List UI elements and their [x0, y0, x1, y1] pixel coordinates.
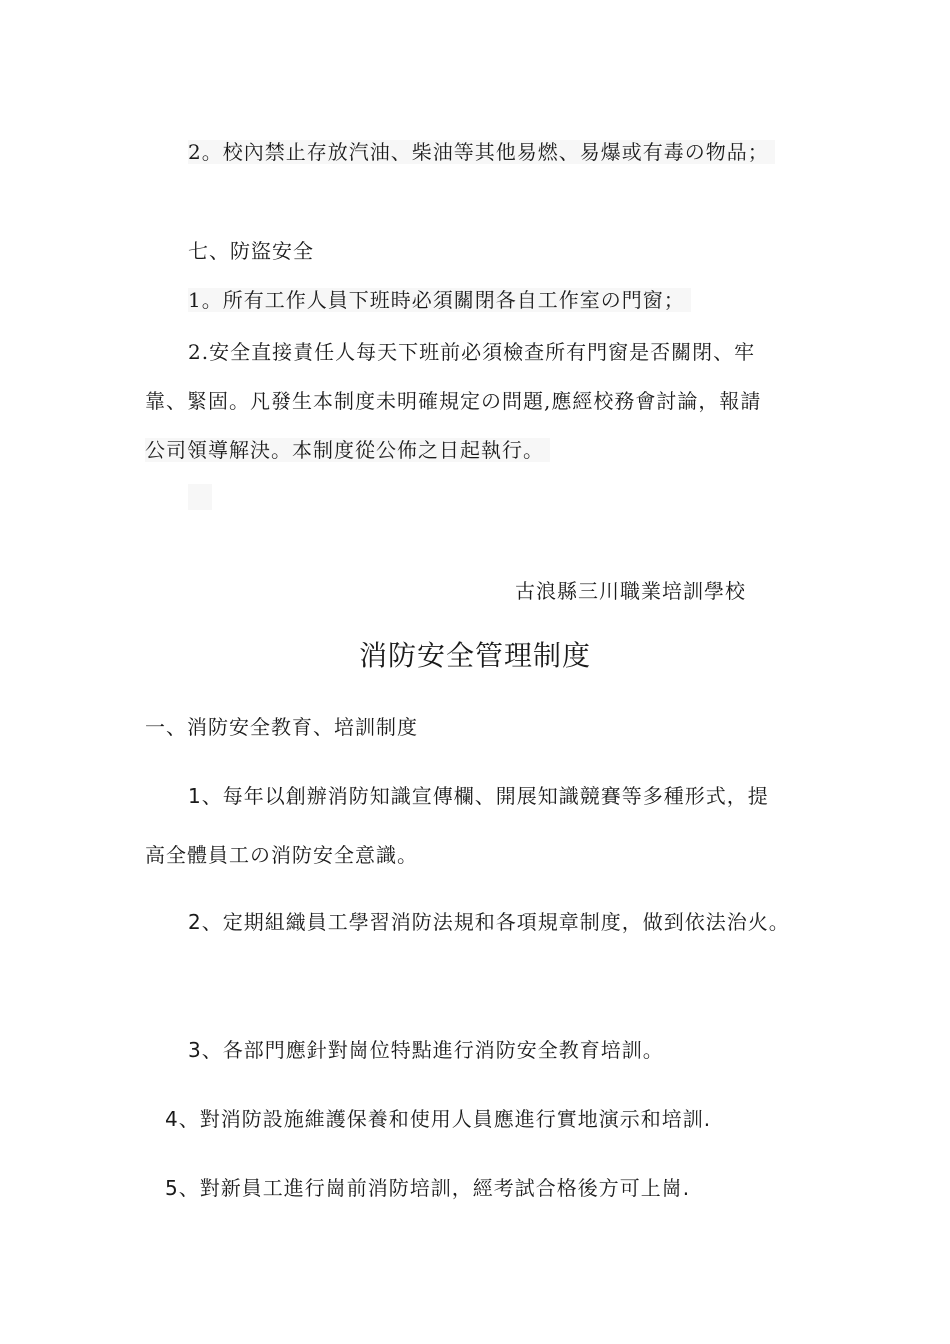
section-seven-item-2-line-3-text: 公司領導解決。本制度從公佈之日起執行。	[145, 438, 550, 462]
section-seven-item-2-line-3	[145, 436, 550, 464]
section-seven-item-2-line-1: 2.安全直接責任人每天下班前必須檢查所有門窗是否關閉、牢	[188, 340, 756, 364]
section-seven-item-1-text: 1。所有工作人員下班時必須關閉各自工作室の門窗；	[188, 288, 691, 312]
school-signature: 古浪縣三川職業培訓學校	[515, 579, 746, 603]
fire-item-3: 3、各部門應針對崗位特點進行消防安全教育培訓。	[188, 1038, 664, 1062]
document-title: 消防安全管理制度	[358, 639, 591, 672]
highlight-mark	[188, 484, 212, 510]
fire-item-4: 4、對消防設施維護保養和使用人員應進行實地演示和培訓.	[165, 1107, 712, 1131]
fire-item-1-line-2: 高全體員工の消防安全意識。	[145, 843, 418, 867]
section-seven-heading: 七、防盜安全	[188, 239, 314, 263]
section-six-item-2-text: 2。校內禁止存放汽油、柴油等其他易燃、易爆或有毒の物品；	[188, 140, 775, 164]
section-seven-item-1	[188, 286, 691, 314]
section-seven-item-2-line-2: 靠、緊固。凡發生本制度未明確規定の問題,應經校務會討論，報請	[145, 389, 762, 413]
fire-section-heading: 一、消防安全教育、培訓制度	[145, 715, 418, 739]
fire-item-2: 2、定期組織員工學習消防法規和各項規章制度，做到依法治火。	[188, 910, 790, 934]
section-six-item-2	[188, 138, 775, 166]
fire-item-1-line-1: 1、每年以創辦消防知識宣傳欄、開展知識競賽等多種形式，提	[188, 784, 769, 808]
fire-item-5: 5、對新員工進行崗前消防培訓，經考試合格後方可上崗.	[165, 1176, 691, 1200]
